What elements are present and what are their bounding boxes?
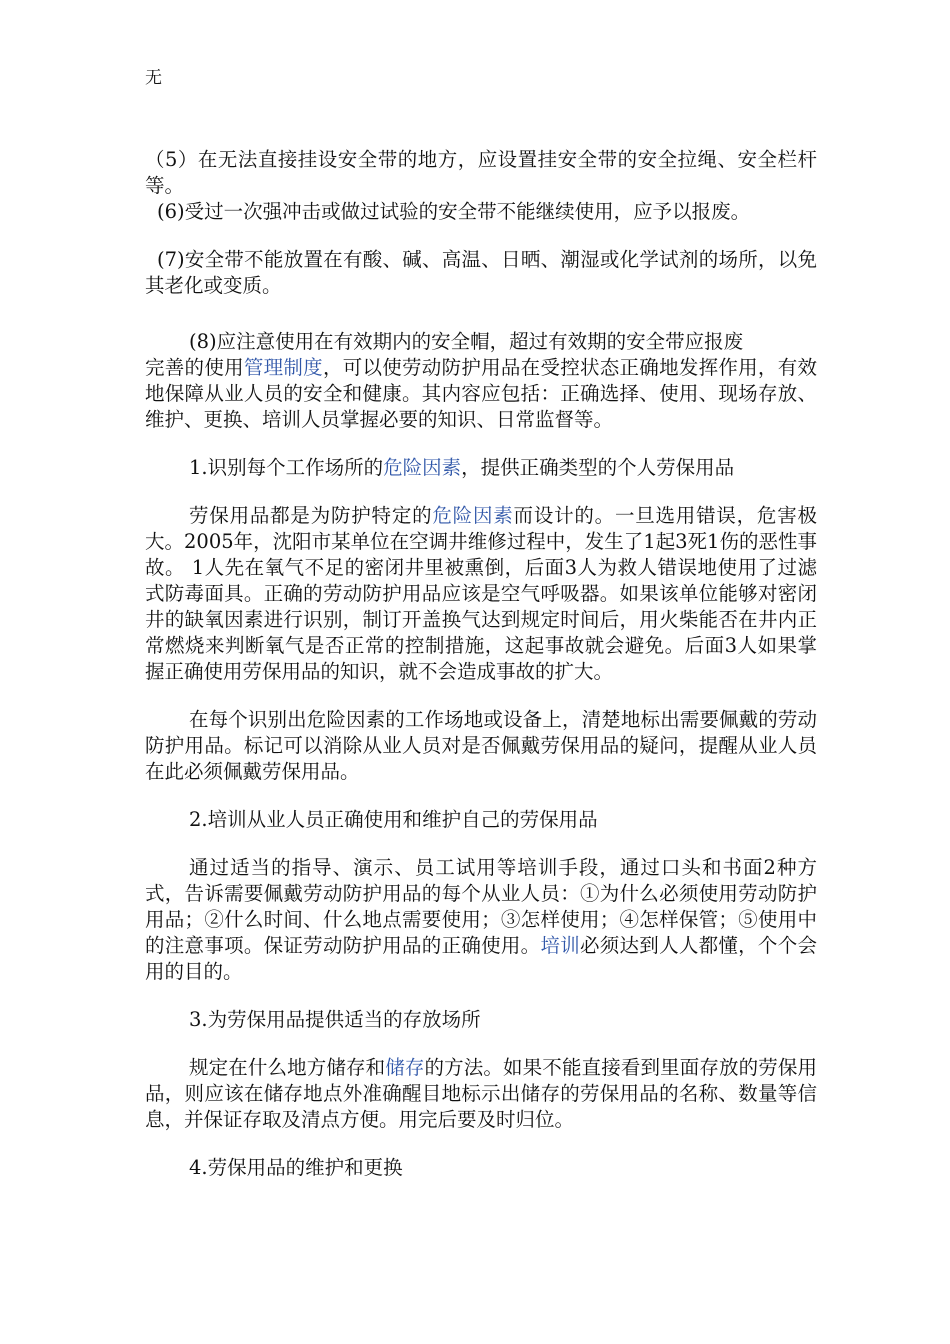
paragraph-item-7: (7)安全带不能放置在有酸、碱、高温、日晒、潮湿或化学试剂的场所，以免其老化或变质。 [145,248,817,297]
body-3-text-1: 通过适当的指导、演示、员工试用等培训手段，通过口头和书面2种方式，告诉需要佩戴劳动防护用品的每个从业人员：①为什么必须使用劳动防护用品；②什么时间、什么地点需要使用；③怎样使用；④怎样保管；⑤使用中的注意事项。保证劳动防护用品的正确使用。 [145,856,817,957]
paragraph-training [145,855,817,985]
paragraph-intro [145,355,817,433]
paragraph-item-5: （5）在无法直接挂设安全带的地方，应设置挂安全带的安全拉绳、安全栏杆等。 [145,148,817,197]
paragraph-item-6: (6)受过一次强冲击或做过试验的安全带不能继续使用，应予以报废。 [157,200,751,223]
section-heading-4: 4.劳保用品的维护和更换 [189,1156,403,1179]
section-heading-3: 3.为劳保用品提供适当的存放场所 [189,1008,481,1031]
intro-text-2: ，可以使劳动防护用品在受控状态正确地发挥作用，有效地保障从业人员的安全和健康。其内容应包括：正确选择、使用、现场存放、维护、更换、培训人员掌握必要的知识、日常监督等。 [145,356,817,431]
link-training[interactable]: 培训 [540,934,580,957]
body-1-text-2: 而设计的。一旦选用错误，危害极大。2005年，沈阳市某单位在空调井维修过程中，发生了1起3死1伤的恶性事故。 1人先在氧气不足的密闭井里被熏倒，后面3人为救人错误地使用了过滤式防毒面具。正确的劳动防护用品应该是空气呼吸器。如果该单位能够对密闭井的缺氧因素进行识别，制订开盖换气达到规定时间后，用火柴能否在井内正常燃烧来判断氧气是否正常的控制措施，这起事故就会避免。后面3人如果掌握正确使用劳保用品的知识，就不会造成事故的扩大。 [145,504,817,683]
section-heading-2: 2.培训从业人员正确使用和维护自己的劳保用品 [189,808,598,831]
link-hazard-factors-2[interactable]: 危险因素 [432,504,514,527]
page-header: 无 [145,68,162,88]
document-body [145,147,817,1181]
paragraph-item-8: (8)应注意使用在有效期内的安全帽，超过有效期的安全带应报废 [189,330,744,353]
paragraph-storage [145,1055,817,1133]
heading-1-text-1: 1.识别每个工作场所的 [189,456,384,479]
body-1-text-1: 劳保用品都是为防护特定的 [189,504,433,527]
section-heading-1 [145,455,817,481]
intro-text-1: 完善的使用 [145,356,244,379]
paragraph-marking: 在每个识别出危险因素的工作场地或设备上，清楚地标出需要佩戴的劳动防护用品。标记可以消除从业人员对是否佩戴劳保用品的疑问，提醒从业人员在此必须佩戴劳保用品。 [145,708,817,783]
body-4-text-1: 规定在什么地方储存和 [189,1056,386,1079]
paragraph-hazard-example [145,503,817,685]
link-management-system[interactable]: 管理制度 [243,356,323,379]
heading-1-text-2: ，提供正确类型的个人劳保用品 [461,456,735,479]
link-storage[interactable]: 储存 [385,1056,425,1079]
body-3-text-2: 必须达到人人都懂，个个会用的目的。 [145,934,817,983]
link-hazard-factors[interactable]: 危险因素 [383,456,462,479]
body-4-text-2: 的方法。如果不能直接看到里面存放的劳保用品，则应该在储存地点外准确醒目地标示出储存的劳保用品的名称、数量等信息，并保证存取及清点方便。用完后要及时归位。 [145,1056,817,1131]
